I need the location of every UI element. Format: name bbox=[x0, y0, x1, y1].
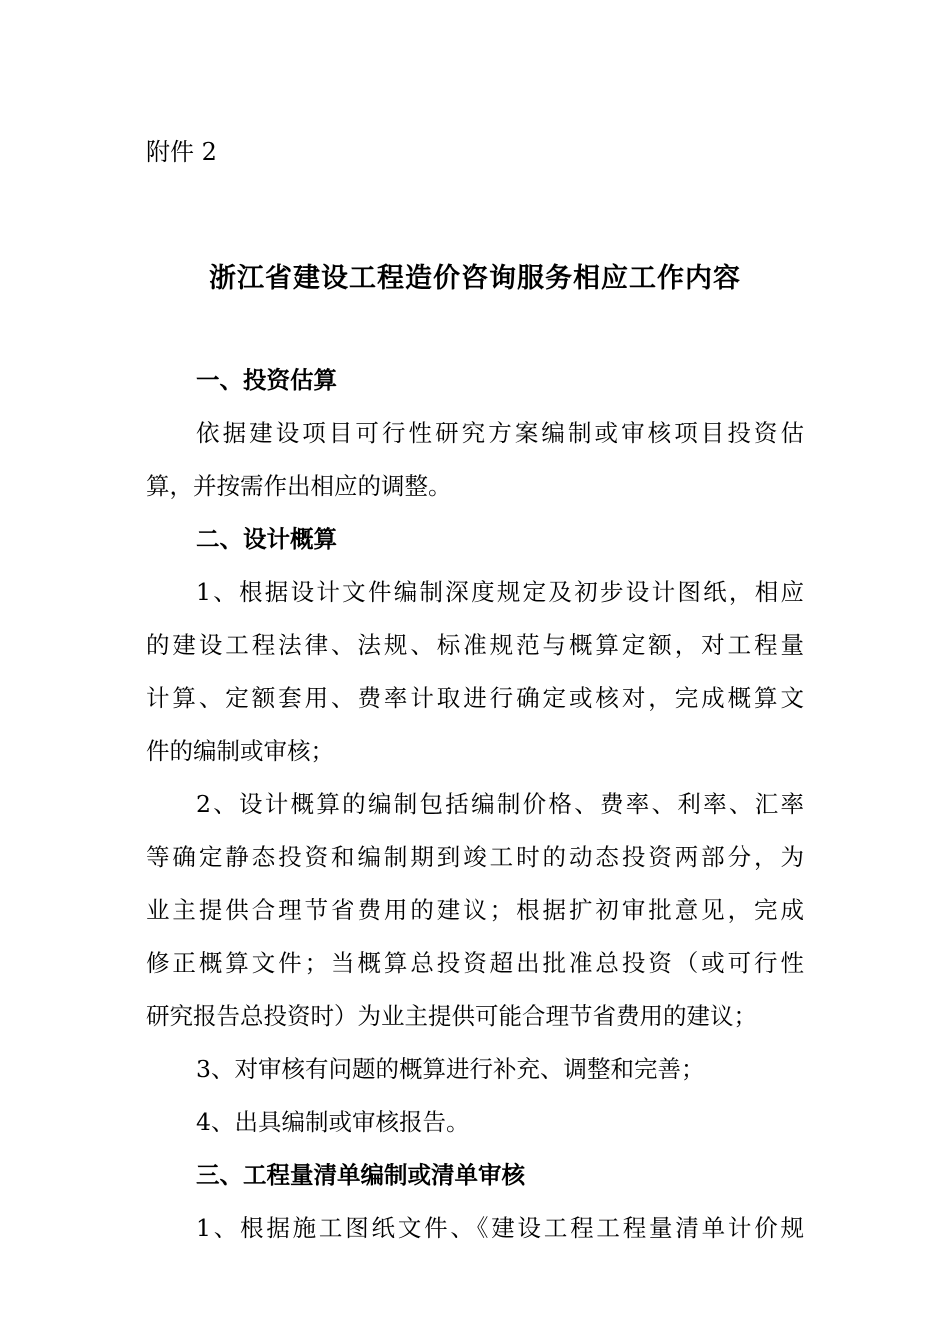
paragraph bbox=[146, 1210, 804, 1246]
paragraph-line: 算，并按需作出相应的调整。 bbox=[146, 472, 452, 500]
paragraph-line: 1、根据施工图纸文件、《建设工程工程量清单计价规 bbox=[196, 1214, 804, 1242]
document-body bbox=[146, 362, 804, 1263]
section-heading: 一、投资估算 bbox=[196, 366, 337, 394]
paragraph-line: 业主提供合理节省费用的建议；根据扩初审批意见，完成 bbox=[146, 896, 804, 924]
paragraph-line: 的建设工程法律、法规、标准规范与概算定额，对工程量 bbox=[146, 631, 804, 659]
section-heading: 三、工程量清单编制或清单审核 bbox=[196, 1161, 525, 1189]
paragraph bbox=[146, 786, 804, 1034]
paragraph-line: 研究报告总投资时）为业主提供可能合理节省费用的建议； bbox=[146, 1002, 757, 1030]
paragraph-line: 4、出具编制或审核报告。 bbox=[196, 1108, 470, 1136]
paragraph bbox=[146, 574, 804, 769]
paragraph-line: 依据建设项目可行性研究方案编制或审核项目投资估 bbox=[196, 419, 804, 447]
paragraph-line: 2、设计概算的编制包括编制价格、费率、利率、汇率 bbox=[196, 790, 804, 818]
section-heading: 二、设计概算 bbox=[196, 525, 337, 553]
document-title: 浙江省建设工程造价咨询服务相应工作内容 bbox=[209, 263, 741, 294]
paragraph-line: 修正概算文件；当概算总投资超出批准总投资（或可行性 bbox=[146, 949, 804, 977]
paragraph-line: 计算、定额套用、费率计取进行确定或核对，完成概算文 bbox=[146, 684, 804, 712]
paragraph-line: 件的编制或审核； bbox=[146, 737, 334, 765]
paragraph-line: 1、根据设计文件编制深度规定及初步设计图纸，相应 bbox=[196, 578, 804, 606]
paragraph bbox=[146, 1104, 804, 1140]
attachment-label: 附件 2 bbox=[146, 138, 217, 166]
paragraph bbox=[146, 1051, 804, 1087]
paragraph-line: 等确定静态投资和编制期到竣工时的动态投资两部分，为 bbox=[146, 843, 804, 871]
paragraph-line: 3、对审核有问题的概算进行补充、调整和完善； bbox=[196, 1055, 705, 1083]
paragraph bbox=[146, 415, 804, 504]
